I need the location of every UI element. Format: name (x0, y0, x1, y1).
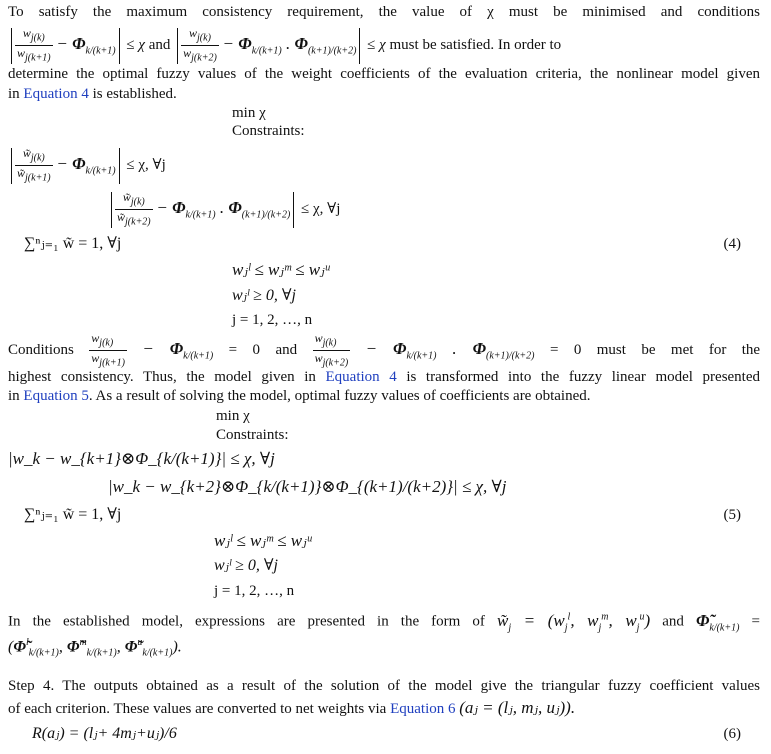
formula-6: R(aⱼ) = (lⱼ+ 4mⱼ+uⱼ)/6 (32, 725, 177, 742)
model4-constraints-label: Constraints: (232, 123, 305, 139)
equation-5-link[interactable]: Equation 5 (23, 388, 89, 404)
model5-sum: ∑ⁿⱼ₌₁ w̃ = 1, ∀j (24, 506, 122, 523)
model5-nonneg: wⱼˡ ≥ 0, ∀j (214, 557, 278, 574)
model5-constraints-label: Constraints: (216, 427, 289, 443)
equation-6-number: (6) (723, 726, 741, 742)
para2-line3: in Equation 5. As a result of solving the model, optimal fuzzy values of coefficients are obtained. (8, 388, 591, 404)
model4-sum: ∑ⁿⱼ₌₁ w̃ = 1, ∀j (24, 235, 122, 252)
model5-index: j = 1, 2, …, n (214, 583, 295, 599)
model5-constraint-2: |w_k − w_{k+2}⊗Φ_{k/(k+1)}⊗Φ_{(k+1)/(k+2)}| ≤ χ, ∀j (108, 477, 507, 496)
para3-line2: (Φ̃$^l_{k/(k+1)}$, Φ̃$^m_{k/(k+1)}$, Φ̃$^u_{k/(k+1)}$). (8, 637, 182, 659)
para4-line1: Step 4. The outputs obtained as a result of the solution of the model give the triangular fuzzy coefficient values (8, 678, 760, 694)
para2-line2: highest consistency. Thus, the model given in Equation 4 is transformed into the fuzzy linear model presented (8, 369, 761, 385)
para1-line3: determine the optimal fuzzy values of the weight coefficients of the evaluation criteria, the nonlinear model given (8, 66, 760, 82)
equation-5-number: (5) (723, 507, 741, 523)
model5-objective: min χ (216, 408, 250, 424)
model4-index: j = 1, 2, …, n (232, 312, 313, 328)
cond-and: and (148, 37, 171, 53)
equation-4-link[interactable]: Equation 4 (23, 86, 89, 102)
para1-conditions-line: $\frac{w_{j(k)}}{w_{j(k+1)}}$ − $\Phi_{k/(k+1)} \le \chi$ and $\frac{w_{j(k)}}{w_{j(k+2)}}$ − $\Phi_{k/(k+1)}$ . $\Phi_{(k+1)/(k+2)} \le \chi$ must be satisfied. In order to (8, 22, 561, 66)
model4-objective: min χ (232, 105, 266, 121)
para4-line2: of each criterion. These values are converted to net weights via Equation 6 (aⱼ = (lⱼ, mⱼ, uⱼ)). (8, 698, 576, 717)
model4-nonneg: wⱼˡ ≥ 0, ∀j (232, 287, 296, 304)
model5-constraint-1: |w_k − w_{k+1}⊗Φ_{k/(k+1)}| ≤ χ, ∀j (8, 449, 275, 468)
model4-constraint-2: $\frac{w̃_{j(k)}}{w̃_{j(k+2)}}$ − $\Phi_{k/(k+1)}$ . $\Phi_{(k+1)/(k+2)} \le \chi$, ∀j (108, 186, 340, 230)
model4-constraint-1: $\frac{w̃_{j(k)}}{w̃_{j(k+1)}}$ − $\Phi_{k/(k+1)} \le \chi$, ∀j (8, 142, 166, 186)
equation-6-link[interactable]: Equation 6 (390, 701, 456, 717)
para1-line1: To satisfy the maximum consistency requirement, the value of χ must be minimised and conditions (8, 4, 760, 20)
model4-bounds: wⱼˡ ≤ wⱼᵐ ≤ wⱼᵘ (232, 260, 330, 279)
equation-4-number: (4) (723, 236, 741, 252)
cond-tail: must be satisfied. In order to (389, 37, 562, 53)
para2-line1: Conditions $\frac{w_{j(k)}}{w_{j(k+1)}}$ − $\Phi_{k/(k+1)} = 0$ and $\frac{w_{j(k)}}{w_{j(k+2)}}$ − $\Phi_{k/(k+1)}$ . $\Phi_{(k+1)/(k+2)} = 0$ must be met for the (8, 330, 761, 369)
para3-line1: In the established model, expressions are presented in the form of $w̃_j = (w_j^l$, $w_j^m$, $w_j^u$) and $\Phĩ_{k/(k+1)}$ = (8, 610, 760, 634)
equation-4-link-2[interactable]: Equation 4 (325, 369, 397, 385)
model5-bounds: wⱼˡ ≤ wⱼᵐ ≤ wⱼᵘ (214, 531, 312, 550)
para1-line4: in Equation 4 is established. (8, 86, 177, 102)
